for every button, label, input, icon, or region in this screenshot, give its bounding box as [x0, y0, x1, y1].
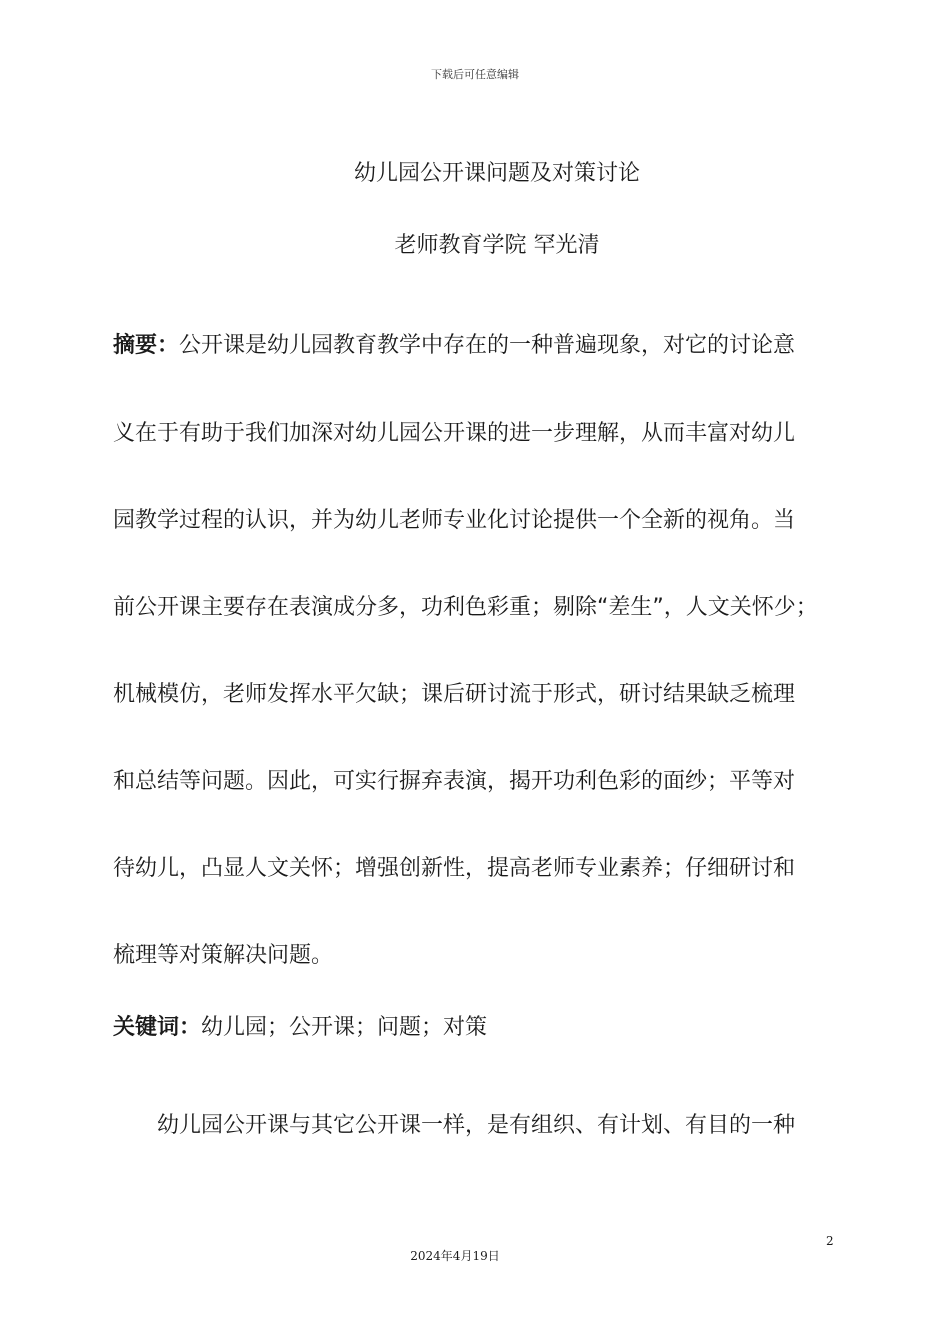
abstract-line: 梳理等对策解决问题。 [113, 943, 334, 968]
abstract-line: 园教学过程的认识，并为幼儿老师专业化讨论提供一个全新的视角。当 [113, 508, 796, 533]
paragraph-line: 幼儿园公开课与其它公开课一样，是有组织、有计划、有目的一种 [113, 1113, 796, 1138]
abstract-label: 摘要： [113, 333, 180, 358]
abstract-first-line [113, 330, 838, 362]
keywords-line [113, 1012, 838, 1044]
footer-date: 2024年4月19日 [410, 1249, 500, 1263]
keywords-label: 关键词： [113, 1015, 202, 1040]
header-note: 下载后可任意编辑 [431, 68, 519, 81]
abstract-line: 和总结等问题。因此，可实行摒弃表演，揭开功利色彩的面纱；平等对 [113, 769, 796, 794]
keywords-text: 幼儿园；公开课；问题；对策 [201, 1015, 488, 1040]
page-number: 2 [826, 1234, 834, 1248]
abstract-line: 义在于有助于我们加深对幼儿园公开课的进一步理解，从而丰富对幼儿 [113, 421, 796, 446]
abstract-line: 待幼儿，凸显人文关怀；增强创新性，提高老师专业素养；仔细研讨和 [113, 856, 796, 881]
abstract-line: 机械模仿，老师发挥水平欠缺；课后研讨流于形式，研讨结果缺乏梳理 [113, 682, 796, 707]
document-title: 幼儿园公开课问题及对策讨论 [353, 161, 640, 186]
abstract-line: 前公开课主要存在表演成分多，功利色彩重；剔除“差生”，人文关怀少； [113, 595, 818, 620]
author-line: 老师教育学院 罕光清 [394, 233, 600, 258]
abstract-text: 公开课是幼儿园教育教学中存在的一种普遍现象，对它的讨论意 [179, 333, 796, 358]
